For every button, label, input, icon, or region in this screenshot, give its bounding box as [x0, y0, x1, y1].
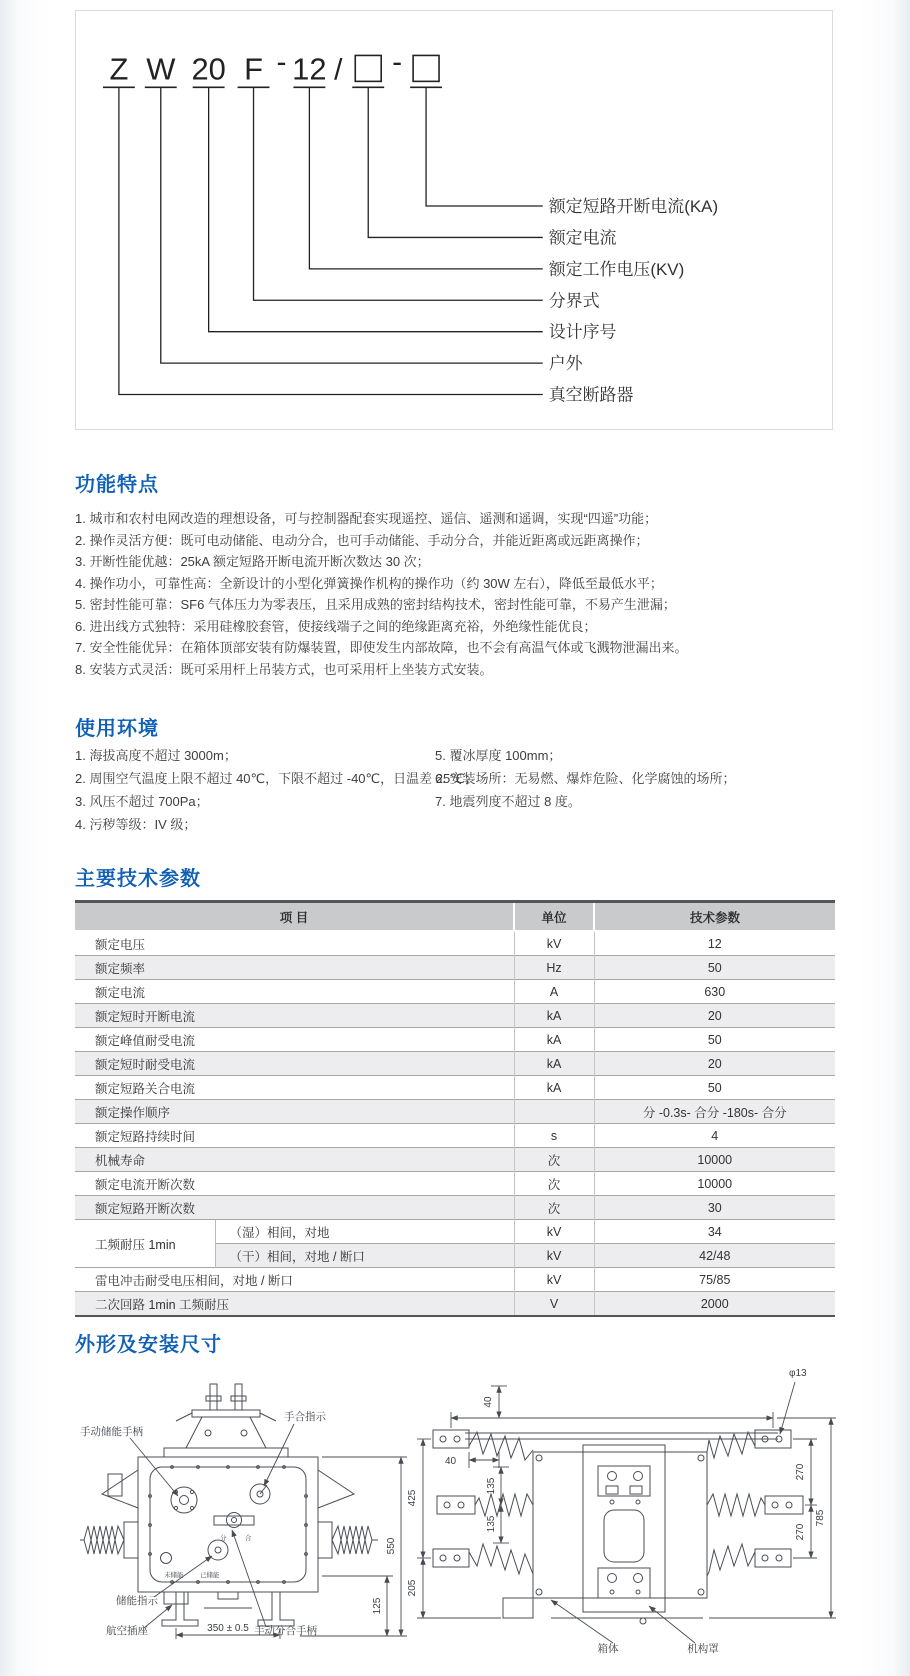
param-row	[75, 1004, 835, 1028]
front-view-dimension-lines	[130, 1424, 407, 1639]
model-token: Z	[109, 51, 129, 87]
param-unit: V	[514, 1292, 594, 1317]
dim-270a: 270	[795, 1463, 806, 1481]
param-unit: kA	[514, 1028, 594, 1052]
col-header-value: 技术参数	[594, 902, 835, 932]
param-value: 4	[594, 1124, 835, 1148]
param-value: 42/48	[594, 1244, 835, 1268]
param-value: 630	[594, 980, 835, 1004]
param-row	[75, 1076, 835, 1100]
environment-title: 使用环境	[75, 718, 159, 740]
dimensions-title: 外形及安装尺寸	[75, 1334, 222, 1356]
model-token: 20	[191, 51, 226, 87]
list-item: 7. 地震列度不超过 8 度。	[435, 794, 581, 809]
dim-top-40: 40	[483, 1396, 494, 1408]
param-item: （干）相间，对地 / 断口	[215, 1244, 514, 1268]
model-token: 12	[292, 51, 327, 87]
col-header-item: 项 目	[75, 902, 514, 932]
model-part-label: 额定工作电压(KV)	[548, 259, 685, 279]
model-part-label: 真空断路器	[548, 385, 634, 405]
param-row	[75, 1052, 835, 1076]
param-item: 额定短路开断次数	[75, 1196, 514, 1220]
param-item: 雷电冲击耐受电压相间，对地 / 断口	[75, 1268, 514, 1292]
list-item: 7. 安全性能优异：在箱体顶部安装有防爆装置，即使发生内部故障，也不会有高温气体或飞溅物泄漏出来。	[75, 640, 688, 655]
environment-list-right	[435, 744, 835, 813]
param-item: 额定峰值耐受电流	[75, 1028, 514, 1052]
param-item: 额定电流开断次数	[75, 1172, 514, 1196]
model-separator: -	[276, 45, 287, 79]
label-aviation-socket: 航空插座	[106, 1625, 148, 1637]
list-item: 5. 密封性能可靠：SF6 气体压力为零表压，且采用成熟的密封结构技术，密封性能可靠，不易产生泄漏；	[75, 597, 676, 612]
param-row	[75, 1124, 835, 1148]
param-row	[75, 1028, 835, 1052]
model-placeholder-box	[355, 55, 381, 81]
param-unit: kV	[514, 931, 594, 956]
param-value: 50	[594, 956, 835, 980]
text-open: 分	[220, 1535, 227, 1542]
label-mechanism-cover: 机构罩	[687, 1643, 719, 1655]
param-unit: 次	[514, 1148, 594, 1172]
param-row	[75, 931, 835, 956]
list-item: 3. 开断性能优越：25kA 额定短路开断电流开断次数达 30 次；	[75, 554, 430, 569]
label-manual-switch-handle: 手动分合手柄	[254, 1625, 317, 1637]
dim-width: 350 ± 0.5	[207, 1623, 249, 1634]
table-header-row	[75, 902, 835, 932]
param-value: 12	[594, 931, 835, 956]
param-item: 额定短时开断电流	[75, 1004, 514, 1028]
param-unit: kA	[514, 1004, 594, 1028]
list-item: 8. 安装方式灵活：既可采用杆上吊装方式，也可采用杆上坐装方式安装。	[75, 661, 493, 677]
dim-270b: 270	[795, 1523, 806, 1541]
param-item: 额定短路持续时间	[75, 1124, 514, 1148]
param-item: 额定频率	[75, 956, 514, 980]
features-title: 功能特点	[75, 474, 159, 496]
side-view-dimension-lines	[417, 1382, 836, 1643]
label-storage-handle: 手动储能手柄	[80, 1426, 143, 1438]
front-view-linework	[80, 1384, 378, 1626]
param-row	[75, 980, 835, 1004]
param-unit: kA	[514, 1052, 594, 1076]
list-item: 2. 周围空气温度上限不超过 40℃，下限不超过 -40℃，日温差 25℃；	[75, 771, 478, 786]
text-charged: 已储能	[200, 1572, 220, 1579]
model-part-label: 设计序号	[548, 322, 617, 342]
param-row	[75, 1220, 835, 1244]
param-row	[75, 1292, 835, 1317]
label-storage-indicator: 储能指示	[116, 1595, 158, 1607]
param-value: 34	[594, 1220, 835, 1244]
dim-135b: 135	[486, 1515, 497, 1533]
col-header-unit: 单位	[514, 902, 594, 932]
model-part-label: 额定短路开断电流(KA)	[548, 197, 719, 217]
param-value: 75/85	[594, 1268, 835, 1292]
label-box-body: 箱体	[597, 1643, 619, 1655]
model-placeholder-box	[413, 55, 439, 81]
param-value: 20	[594, 1004, 835, 1028]
features-list	[75, 508, 835, 680]
param-unit: kV	[514, 1268, 594, 1292]
param-item: 机械寿命	[75, 1148, 514, 1172]
text-close: 合	[245, 1535, 252, 1542]
dim-785: 785	[815, 1509, 826, 1527]
model-separator: /	[334, 53, 343, 87]
list-item: 2. 操作灵活方便：既可电动储能、电动分合，也可手动储能、手动分合，并能近距离或远距离操作；	[75, 532, 649, 548]
param-value: 50	[594, 1076, 835, 1100]
param-item: 额定电压	[95, 937, 146, 952]
param-value: 20	[594, 1052, 835, 1076]
text-not-charged: 未储能	[164, 1572, 184, 1579]
param-value: 50	[594, 1028, 835, 1052]
list-item: 4. 操作功小，可靠性高：全新设计的小型化弹簧操作机构的操作功（约 30W 左右），降低至最低水平；	[75, 575, 663, 591]
param-value: 2000	[594, 1292, 835, 1317]
param-row	[75, 1268, 835, 1292]
parameters-table	[75, 900, 835, 1317]
param-unit: kV	[514, 1244, 594, 1268]
model-token: W	[146, 51, 176, 87]
param-unit: s	[514, 1124, 594, 1148]
param-row	[75, 1100, 835, 1124]
front-view-drawing	[80, 1380, 410, 1642]
param-unit: Hz	[514, 956, 594, 980]
param-value: 10000	[594, 1148, 835, 1172]
param-item: 额定短时耐受电流	[75, 1052, 514, 1076]
param-item: （湿）相间，对地	[215, 1220, 514, 1244]
list-item: 6. 安装场所：无易燃、爆炸危险、化学腐蚀的场所；	[435, 771, 736, 786]
param-row	[75, 1148, 835, 1172]
param-value: 分 -0.3s- 合分 -180s- 合分	[594, 1100, 835, 1124]
param-unit: A	[514, 980, 594, 1004]
side-view-drawing	[403, 1362, 840, 1662]
model-part-label: 额定电流	[548, 228, 617, 248]
param-row	[75, 956, 835, 980]
model-designation-diagram	[76, 11, 832, 429]
param-group: 工频耐压 1min	[75, 1220, 215, 1268]
param-unit: 次	[514, 1172, 594, 1196]
dim-height: 550	[386, 1537, 397, 1555]
param-value: 30	[594, 1196, 835, 1220]
param-unit: 次	[514, 1196, 594, 1220]
param-item: 额定电流	[75, 980, 514, 1004]
dim-left-40: 40	[445, 1456, 457, 1467]
model-part-label: 分界式	[548, 291, 600, 311]
label-close-indicator: 手合指示	[284, 1411, 326, 1423]
dim-hole: φ13	[789, 1368, 807, 1379]
model-designation-box	[75, 10, 833, 430]
param-unit	[514, 1100, 594, 1124]
model-token: F	[244, 51, 263, 87]
dim-135a: 135	[486, 1477, 497, 1495]
param-value: 10000	[594, 1172, 835, 1196]
param-item: 二次回路 1min 工频耐压	[75, 1292, 514, 1317]
param-unit: kV	[514, 1220, 594, 1244]
list-item: 1. 海拔高度不超过 3000m；	[75, 748, 237, 763]
dim-425: 425	[407, 1489, 418, 1507]
parameters-title: 主要技术参数	[75, 868, 201, 890]
param-unit: kA	[514, 1076, 594, 1100]
param-item: 额定短路关合电流	[75, 1076, 514, 1100]
dim-205: 205	[407, 1579, 418, 1597]
model-part-label: 户外	[548, 354, 583, 374]
param-row	[75, 1172, 835, 1196]
model-separator: -	[392, 45, 403, 79]
list-item: 6. 进出线方式独特：采用硅橡胶套管，使接线端子之间的绝缘距离充裕，外绝缘性能优良；	[75, 618, 597, 634]
dim-offset: 125	[372, 1597, 383, 1615]
list-item: 4. 污秽等级：IV 级；	[75, 817, 197, 832]
list-item: 1. 城市和农村电网改造的理想设备，可与控制器配套实现遥控、遥信、遥测和遥调，实现“四遥”功能；	[75, 511, 658, 526]
list-item: 5. 覆冰厚度 100mm；	[435, 748, 562, 763]
param-item: 额定操作顺序	[75, 1100, 514, 1124]
param-row	[75, 1196, 835, 1220]
list-item: 3. 风压不超过 700Pa；	[75, 794, 209, 809]
